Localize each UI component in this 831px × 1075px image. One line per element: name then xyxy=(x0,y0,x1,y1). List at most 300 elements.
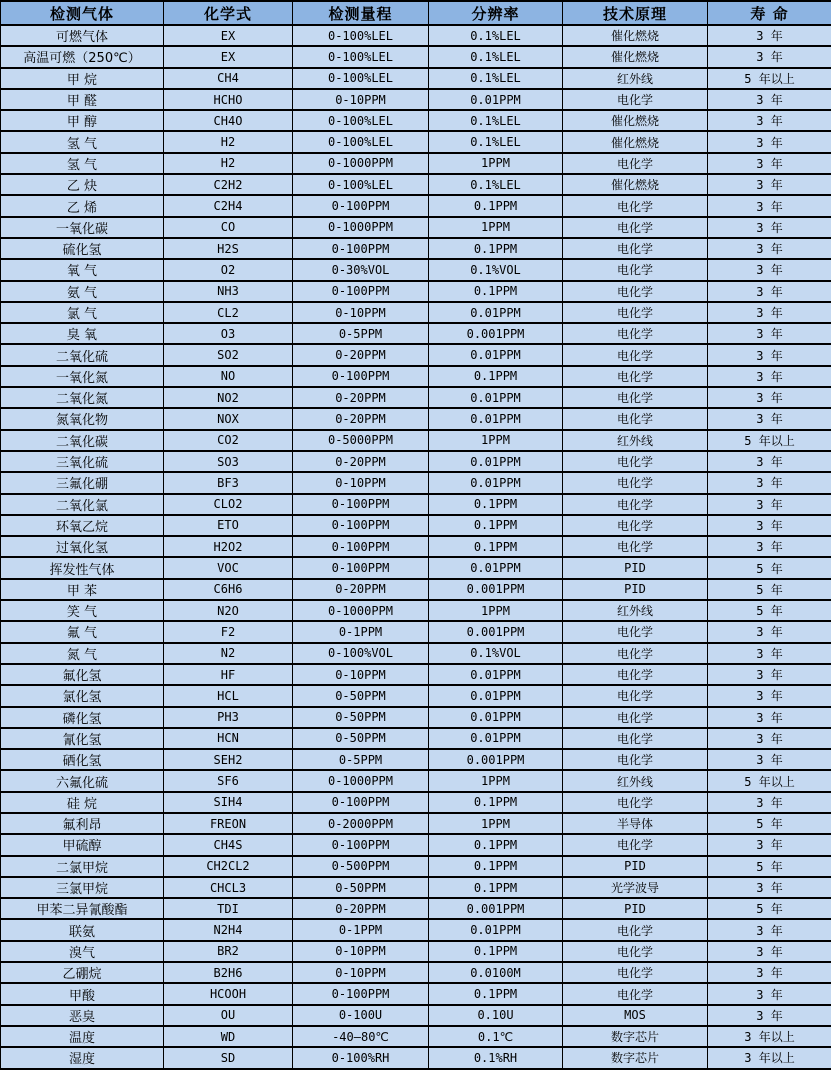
cell-gas-name: 氟利昂 xyxy=(1,813,164,834)
cell-formula: F2 xyxy=(164,621,293,642)
cell-gas-name: 六氟化硫 xyxy=(1,770,164,791)
cell-resolution: 0.1PPM xyxy=(429,983,563,1004)
cell-principle: 电化学 xyxy=(563,259,708,280)
cell-resolution: 0.1PPM xyxy=(429,792,563,813)
cell-formula: OU xyxy=(164,1005,293,1026)
cell-formula: SF6 xyxy=(164,770,293,791)
cell-resolution: 0.1PPM xyxy=(429,281,563,302)
cell-range: 0-50PPM xyxy=(293,685,429,706)
cell-range: 0-10PPM xyxy=(293,89,429,110)
table-row xyxy=(1,685,831,706)
cell-principle: 电化学 xyxy=(563,515,708,536)
cell-range: 0-1000PPM xyxy=(293,217,429,238)
cell-resolution: 0.1PPM xyxy=(429,941,563,962)
cell-principle: 红外线 xyxy=(563,770,708,791)
cell-gas-name: 一氧化氮 xyxy=(1,366,164,387)
cell-principle: PID xyxy=(563,579,708,600)
cell-gas-name: 湿度 xyxy=(1,1047,164,1068)
table-row xyxy=(1,259,831,280)
cell-gas-name: 甲酸 xyxy=(1,983,164,1004)
cell-range: 0-100PPM xyxy=(293,195,429,216)
gas-table-body xyxy=(1,25,831,1069)
table-row xyxy=(1,941,831,962)
cell-resolution: 0.01PPM xyxy=(429,344,563,365)
cell-gas-name: 可燃气体 xyxy=(1,25,164,46)
cell-gas-name: 甲硫醇 xyxy=(1,834,164,855)
cell-formula: CH2CL2 xyxy=(164,856,293,877)
cell-resolution: 0.10U xyxy=(429,1005,563,1026)
table-row xyxy=(1,131,831,152)
cell-range: 0-20PPM xyxy=(293,451,429,472)
cell-resolution: 0.001PPM xyxy=(429,323,563,344)
cell-principle: 电化学 xyxy=(563,749,708,770)
cell-principle: 数字芯片 xyxy=(563,1026,708,1047)
cell-resolution: 0.1%LEL xyxy=(429,46,563,67)
cell-resolution: 0.01PPM xyxy=(429,387,563,408)
cell-resolution: 1PPM xyxy=(429,153,563,174)
cell-gas-name: 氰化氢 xyxy=(1,728,164,749)
table-row xyxy=(1,1005,831,1026)
cell-resolution: 0.01PPM xyxy=(429,451,563,472)
cell-principle: 电化学 xyxy=(563,195,708,216)
cell-lifespan: 5 年 xyxy=(708,557,831,578)
cell-range: 0-30%VOL xyxy=(293,259,429,280)
cell-range: 0-100PPM xyxy=(293,515,429,536)
cell-gas-name: 氢 气 xyxy=(1,131,164,152)
cell-lifespan: 3 年 xyxy=(708,110,831,131)
cell-gas-name: 磷化氢 xyxy=(1,707,164,728)
cell-lifespan: 3 年 xyxy=(708,408,831,429)
cell-range: 0-100PPM xyxy=(293,281,429,302)
cell-gas-name: 恶臭 xyxy=(1,1005,164,1026)
table-row xyxy=(1,557,831,578)
cell-lifespan: 3 年 xyxy=(708,323,831,344)
table-row xyxy=(1,834,831,855)
cell-formula: SO2 xyxy=(164,344,293,365)
table-row xyxy=(1,68,831,89)
cell-formula: BF3 xyxy=(164,472,293,493)
cell-lifespan: 3 年 xyxy=(708,281,831,302)
cell-lifespan: 3 年 xyxy=(708,494,831,515)
cell-principle: PID xyxy=(563,898,708,919)
cell-resolution: 0.01PPM xyxy=(429,707,563,728)
cell-formula: FREON xyxy=(164,813,293,834)
cell-principle: 电化学 xyxy=(563,834,708,855)
cell-principle: 电化学 xyxy=(563,302,708,323)
cell-formula: ETO xyxy=(164,515,293,536)
cell-range: 0-1PPM xyxy=(293,919,429,940)
cell-principle: 电化学 xyxy=(563,387,708,408)
cell-formula: CH4S xyxy=(164,834,293,855)
cell-gas-name: 过氧化氢 xyxy=(1,536,164,557)
cell-lifespan: 5 年 xyxy=(708,898,831,919)
cell-resolution: 0.1PPM xyxy=(429,238,563,259)
table-row xyxy=(1,451,831,472)
cell-gas-name: 三氧化硫 xyxy=(1,451,164,472)
table-row xyxy=(1,983,831,1004)
table-row xyxy=(1,217,831,238)
cell-resolution: 0.1%LEL xyxy=(429,131,563,152)
cell-formula: C2H2 xyxy=(164,174,293,195)
cell-lifespan: 3 年 xyxy=(708,919,831,940)
cell-resolution: 0.1%VOL xyxy=(429,259,563,280)
cell-resolution: 0.1PPM xyxy=(429,856,563,877)
cell-principle: 催化燃烧 xyxy=(563,174,708,195)
table-row xyxy=(1,770,831,791)
cell-range: 0-20PPM xyxy=(293,408,429,429)
cell-resolution: 0.1%RH xyxy=(429,1047,563,1068)
cell-lifespan: 3 年 xyxy=(708,728,831,749)
table-row xyxy=(1,494,831,515)
cell-principle: 电化学 xyxy=(563,707,708,728)
cell-formula: H2O2 xyxy=(164,536,293,557)
table-row xyxy=(1,174,831,195)
cell-principle: 电化学 xyxy=(563,472,708,493)
table-row xyxy=(1,472,831,493)
cell-range: 0-100%LEL xyxy=(293,110,429,131)
table-row xyxy=(1,366,831,387)
cell-principle: 电化学 xyxy=(563,536,708,557)
cell-gas-name: 联氨 xyxy=(1,919,164,940)
cell-lifespan: 3 年 xyxy=(708,259,831,280)
cell-range: 0-10PPM xyxy=(293,962,429,983)
cell-lifespan: 5 年 xyxy=(708,600,831,621)
cell-formula: CH4 xyxy=(164,68,293,89)
cell-formula: N2 xyxy=(164,643,293,664)
cell-lifespan: 3 年 xyxy=(708,302,831,323)
cell-formula: CH4O xyxy=(164,110,293,131)
header-cell-resolution: 分辨率 xyxy=(429,1,563,25)
cell-formula: C2H4 xyxy=(164,195,293,216)
cell-resolution: 1PPM xyxy=(429,770,563,791)
cell-formula: NOX xyxy=(164,408,293,429)
cell-resolution: 0.1PPM xyxy=(429,195,563,216)
cell-gas-name: 乙 炔 xyxy=(1,174,164,195)
cell-lifespan: 3 年 xyxy=(708,46,831,67)
cell-principle: 电化学 xyxy=(563,643,708,664)
table-row xyxy=(1,643,831,664)
cell-formula: NO xyxy=(164,366,293,387)
cell-gas-name: 氢 气 xyxy=(1,153,164,174)
table-row xyxy=(1,728,831,749)
header-cell-range: 检测量程 xyxy=(293,1,429,25)
cell-gas-name: 温度 xyxy=(1,1026,164,1047)
cell-principle: 电化学 xyxy=(563,281,708,302)
cell-resolution: 0.01PPM xyxy=(429,408,563,429)
cell-resolution: 0.01PPM xyxy=(429,472,563,493)
table-row xyxy=(1,919,831,940)
cell-principle: 电化学 xyxy=(563,685,708,706)
cell-formula: SEH2 xyxy=(164,749,293,770)
cell-formula: HCHO xyxy=(164,89,293,110)
cell-gas-name: 氟 气 xyxy=(1,621,164,642)
cell-principle: 电化学 xyxy=(563,962,708,983)
cell-lifespan: 5 年以上 xyxy=(708,68,831,89)
cell-formula: N2H4 xyxy=(164,919,293,940)
cell-gas-name: 氯 气 xyxy=(1,302,164,323)
cell-formula: PH3 xyxy=(164,707,293,728)
cell-principle: 电化学 xyxy=(563,621,708,642)
cell-principle: 数字芯片 xyxy=(563,1047,708,1068)
cell-lifespan: 5 年 xyxy=(708,579,831,600)
cell-range: 0-20PPM xyxy=(293,898,429,919)
cell-range: 0-10PPM xyxy=(293,941,429,962)
cell-lifespan: 3 年 xyxy=(708,621,831,642)
cell-gas-name: 甲 醛 xyxy=(1,89,164,110)
cell-principle: 电化学 xyxy=(563,153,708,174)
cell-principle: 电化学 xyxy=(563,941,708,962)
cell-lifespan: 3 年 xyxy=(708,1005,831,1026)
cell-lifespan: 3 年 xyxy=(708,792,831,813)
cell-range: 0-100%RH xyxy=(293,1047,429,1068)
cell-principle: 电化学 xyxy=(563,217,708,238)
cell-principle: PID xyxy=(563,856,708,877)
cell-range: 0-100U xyxy=(293,1005,429,1026)
cell-formula: C6H6 xyxy=(164,579,293,600)
cell-lifespan: 3 年 xyxy=(708,877,831,898)
cell-range: 0-5PPM xyxy=(293,323,429,344)
cell-principle: PID xyxy=(563,557,708,578)
cell-range: 0-100PPM xyxy=(293,557,429,578)
cell-principle: 光学波导 xyxy=(563,877,708,898)
cell-lifespan: 3 年 xyxy=(708,472,831,493)
cell-lifespan: 3 年 xyxy=(708,983,831,1004)
cell-principle: 电化学 xyxy=(563,983,708,1004)
cell-resolution: 0.1%VOL xyxy=(429,643,563,664)
cell-range: 0-10PPM xyxy=(293,664,429,685)
cell-gas-name: 三氯甲烷 xyxy=(1,877,164,898)
cell-resolution: 1PPM xyxy=(429,813,563,834)
cell-range: 0-20PPM xyxy=(293,344,429,365)
table-row xyxy=(1,749,831,770)
cell-principle: 半导体 xyxy=(563,813,708,834)
cell-lifespan: 3 年 xyxy=(708,25,831,46)
cell-gas-name: 高温可燃（250℃） xyxy=(1,46,164,67)
header-cell-gas-name: 检测气体 xyxy=(1,1,164,25)
cell-lifespan: 5 年 xyxy=(708,813,831,834)
cell-range: 0-10PPM xyxy=(293,302,429,323)
cell-range: 0-100%LEL xyxy=(293,46,429,67)
cell-gas-name: 氮氧化物 xyxy=(1,408,164,429)
cell-gas-name: 硫化氢 xyxy=(1,238,164,259)
cell-gas-name: 二氯甲烷 xyxy=(1,856,164,877)
cell-principle: 红外线 xyxy=(563,600,708,621)
cell-gas-name: 环氧乙烷 xyxy=(1,515,164,536)
cell-principle: 电化学 xyxy=(563,89,708,110)
cell-range: 0-50PPM xyxy=(293,707,429,728)
cell-range: 0-100PPM xyxy=(293,834,429,855)
cell-resolution: 0.1%LEL xyxy=(429,110,563,131)
table-row xyxy=(1,46,831,67)
cell-principle: 电化学 xyxy=(563,323,708,344)
table-row xyxy=(1,792,831,813)
table-row xyxy=(1,813,831,834)
table-row xyxy=(1,430,831,451)
cell-range: 0-100%LEL xyxy=(293,174,429,195)
table-row xyxy=(1,1047,831,1068)
cell-lifespan: 3 年 xyxy=(708,834,831,855)
cell-gas-name: 氨 气 xyxy=(1,281,164,302)
cell-gas-name: 三氟化硼 xyxy=(1,472,164,493)
table-row xyxy=(1,664,831,685)
cell-lifespan: 3 年 xyxy=(708,664,831,685)
cell-resolution: 0.1℃ xyxy=(429,1026,563,1047)
cell-lifespan: 3 年 xyxy=(708,153,831,174)
cell-resolution: 0.01PPM xyxy=(429,685,563,706)
cell-range: 0-100%LEL xyxy=(293,131,429,152)
cell-gas-name: 二氧化氯 xyxy=(1,494,164,515)
cell-gas-name: 二氧化硫 xyxy=(1,344,164,365)
cell-gas-name: 氟化氢 xyxy=(1,664,164,685)
cell-lifespan: 3 年 xyxy=(708,89,831,110)
table-row xyxy=(1,898,831,919)
cell-formula: VOC xyxy=(164,557,293,578)
cell-lifespan: 3 年 xyxy=(708,941,831,962)
cell-formula: WD xyxy=(164,1026,293,1047)
cell-principle: MOS xyxy=(563,1005,708,1026)
table-row xyxy=(1,408,831,429)
cell-principle: 红外线 xyxy=(563,68,708,89)
cell-range: 0-100%LEL xyxy=(293,68,429,89)
cell-resolution: 0.001PPM xyxy=(429,621,563,642)
cell-lifespan: 3 年 xyxy=(708,707,831,728)
cell-range: 0-1000PPM xyxy=(293,600,429,621)
cell-lifespan: 3 年以上 xyxy=(708,1047,831,1068)
cell-formula: CLO2 xyxy=(164,494,293,515)
table-row xyxy=(1,1026,831,1047)
cell-lifespan: 3 年 xyxy=(708,387,831,408)
cell-range: 0-2000PPM xyxy=(293,813,429,834)
table-row xyxy=(1,238,831,259)
cell-resolution: 0.0100M xyxy=(429,962,563,983)
cell-gas-name: 一氧化碳 xyxy=(1,217,164,238)
cell-range: 0-100%VOL xyxy=(293,643,429,664)
table-row xyxy=(1,707,831,728)
table-row xyxy=(1,515,831,536)
cell-resolution: 0.01PPM xyxy=(429,302,563,323)
cell-principle: 电化学 xyxy=(563,344,708,365)
table-row xyxy=(1,323,831,344)
cell-gas-name: 甲苯二异氰酸酯 xyxy=(1,898,164,919)
cell-resolution: 1PPM xyxy=(429,430,563,451)
cell-gas-name: 乙硼烷 xyxy=(1,962,164,983)
cell-range: 0-100PPM xyxy=(293,536,429,557)
cell-gas-name: 二氧化氮 xyxy=(1,387,164,408)
cell-formula: H2S xyxy=(164,238,293,259)
table-row xyxy=(1,877,831,898)
cell-range: 0-5000PPM xyxy=(293,430,429,451)
cell-range: 0-1000PPM xyxy=(293,153,429,174)
cell-lifespan: 3 年 xyxy=(708,344,831,365)
cell-gas-name: 甲 醇 xyxy=(1,110,164,131)
cell-range: 0-10PPM xyxy=(293,472,429,493)
cell-resolution: 0.1%LEL xyxy=(429,68,563,89)
cell-formula: CHCL3 xyxy=(164,877,293,898)
cell-formula: EX xyxy=(164,46,293,67)
table-row xyxy=(1,962,831,983)
cell-formula: N2O xyxy=(164,600,293,621)
cell-principle: 电化学 xyxy=(563,664,708,685)
cell-range: 0-100PPM xyxy=(293,792,429,813)
cell-lifespan: 3 年以上 xyxy=(708,1026,831,1047)
cell-range: 0-20PPM xyxy=(293,387,429,408)
cell-lifespan: 3 年 xyxy=(708,643,831,664)
cell-resolution: 1PPM xyxy=(429,217,563,238)
cell-formula: EX xyxy=(164,25,293,46)
cell-resolution: 0.001PPM xyxy=(429,749,563,770)
header-cell-principle: 技术原理 xyxy=(563,1,708,25)
header-cell-formula: 化学式 xyxy=(164,1,293,25)
cell-formula: HF xyxy=(164,664,293,685)
table-row xyxy=(1,536,831,557)
cell-resolution: 0.1PPM xyxy=(429,536,563,557)
table-row xyxy=(1,110,831,131)
cell-formula: SO3 xyxy=(164,451,293,472)
cell-gas-name: 氯化氢 xyxy=(1,685,164,706)
cell-principle: 催化燃烧 xyxy=(563,25,708,46)
cell-formula: O3 xyxy=(164,323,293,344)
cell-resolution: 0.01PPM xyxy=(429,728,563,749)
cell-formula: CO xyxy=(164,217,293,238)
cell-formula: CO2 xyxy=(164,430,293,451)
cell-range: 0-100PPM xyxy=(293,983,429,1004)
cell-gas-name: 溴气 xyxy=(1,941,164,962)
table-row xyxy=(1,153,831,174)
cell-range: 0-50PPM xyxy=(293,728,429,749)
cell-principle: 红外线 xyxy=(563,430,708,451)
cell-principle: 催化燃烧 xyxy=(563,46,708,67)
cell-resolution: 0.01PPM xyxy=(429,89,563,110)
cell-principle: 催化燃烧 xyxy=(563,110,708,131)
cell-gas-name: 臭 氧 xyxy=(1,323,164,344)
cell-formula: CL2 xyxy=(164,302,293,323)
cell-resolution: 0.01PPM xyxy=(429,557,563,578)
table-row xyxy=(1,387,831,408)
cell-formula: BR2 xyxy=(164,941,293,962)
cell-gas-name: 挥发性气体 xyxy=(1,557,164,578)
cell-lifespan: 3 年 xyxy=(708,685,831,706)
cell-lifespan: 3 年 xyxy=(708,217,831,238)
cell-lifespan: 5 年以上 xyxy=(708,430,831,451)
gas-table-header xyxy=(1,1,831,25)
cell-principle: 电化学 xyxy=(563,919,708,940)
table-row xyxy=(1,621,831,642)
table-row xyxy=(1,195,831,216)
header-cell-lifespan: 寿 命 xyxy=(708,1,831,25)
table-row xyxy=(1,600,831,621)
cell-lifespan: 3 年 xyxy=(708,536,831,557)
cell-resolution: 0.01PPM xyxy=(429,919,563,940)
table-row xyxy=(1,856,831,877)
cell-lifespan: 3 年 xyxy=(708,366,831,387)
cell-lifespan: 3 年 xyxy=(708,451,831,472)
cell-gas-name: 氮 气 xyxy=(1,643,164,664)
cell-gas-name: 乙 烯 xyxy=(1,195,164,216)
cell-principle: 电化学 xyxy=(563,408,708,429)
cell-lifespan: 5 年以上 xyxy=(708,770,831,791)
cell-principle: 电化学 xyxy=(563,792,708,813)
table-row xyxy=(1,281,831,302)
cell-principle: 电化学 xyxy=(563,366,708,387)
cell-formula: H2 xyxy=(164,131,293,152)
cell-range: 0-20PPM xyxy=(293,579,429,600)
cell-formula: TDI xyxy=(164,898,293,919)
cell-resolution: 0.1PPM xyxy=(429,515,563,536)
cell-resolution: 0.001PPM xyxy=(429,898,563,919)
cell-formula: SIH4 xyxy=(164,792,293,813)
table-row xyxy=(1,89,831,110)
cell-gas-name: 二氧化碳 xyxy=(1,430,164,451)
